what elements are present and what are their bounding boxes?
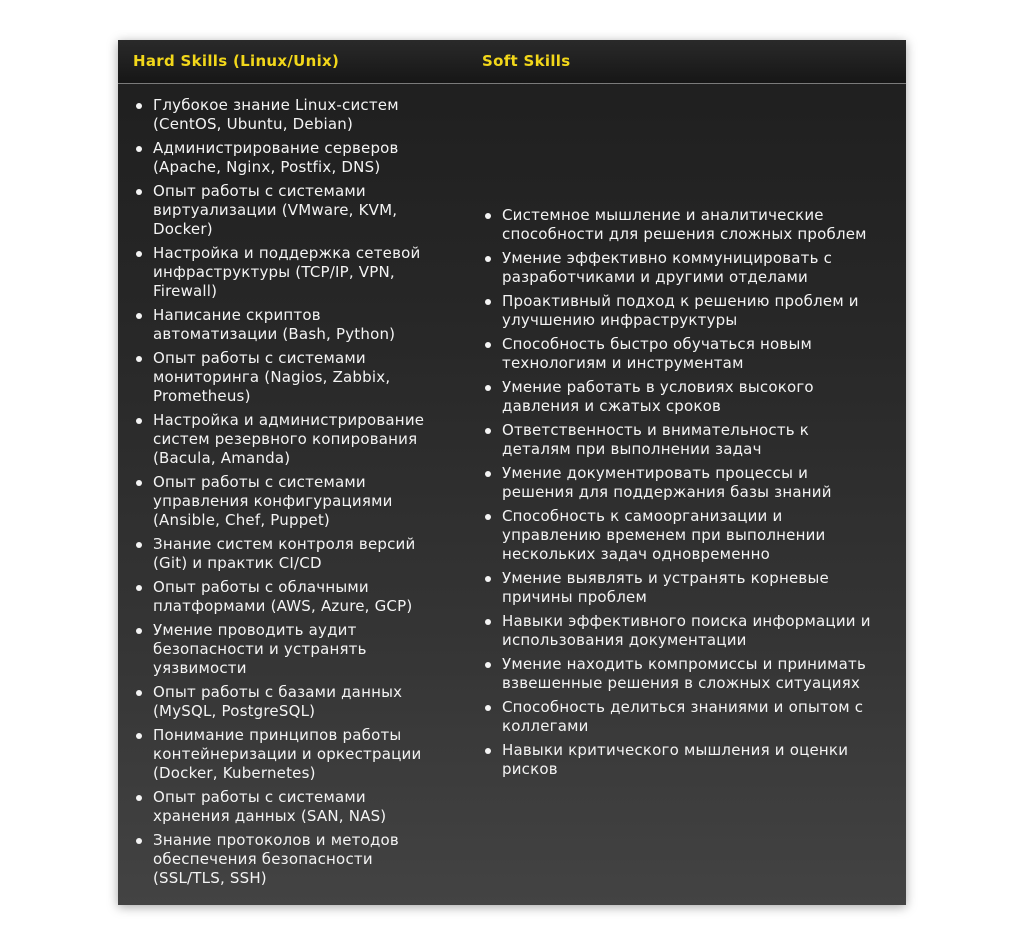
list-item: Администрирование серверов (Apache, Nginx, Postfix, DNS) [133,139,443,177]
list-item: Понимание принципов работы контейнеризации и оркестрации (Docker, Kubernetes) [133,726,443,783]
list-item: Умение выявлять и устранять корневые причины проблем [482,569,882,607]
list-item: Навыки критического мышления и оценки рисков [482,741,882,779]
list-item: Опыт работы с системами виртуализации (VMware, KVM, Docker) [133,182,443,239]
list-item: Умение проводить аудит безопасности и устранять уязвимости [133,621,443,678]
list-item: Опыт работы с облачными платформами (AWS, Azure, GCP) [133,578,443,616]
list-item: Умение документировать процессы и решения для поддержания базы знаний [482,464,882,502]
list-item: Опыт работы с системами управления конфигурациями (Ansible, Chef, Puppet) [133,473,443,530]
list-item: Глубокое знание Linux-систем (CentOS, Ubuntu, Debian) [133,96,443,134]
list-item: Способность быстро обучаться новым технологиям и инструментам [482,335,882,373]
list-item: Ответственность и внимательность к деталям при выполнении задач [482,421,882,459]
list-item: Знание протоколов и методов обеспечения безопасности (SSL/TLS, SSH) [133,831,443,888]
list-item: Системное мышление и аналитические способности для решения сложных проблем [482,206,882,244]
list-item: Навыки эффективного поиска информации и использования документации [482,612,882,650]
list-item: Проактивный подход к решению проблем и улучшению инфраструктуры [482,292,882,330]
list-item: Умение эффективно коммуницировать с разработчиками и другими отделами [482,249,882,287]
list-item: Знание систем контроля версий (Git) и практик CI/CD [133,535,443,573]
list-item: Умение работать в условиях высокого давления и сжатых сроков [482,378,882,416]
header-hard-skills: Hard Skills (Linux/Unix) [133,52,340,70]
hard-skills-list [133,96,443,893]
soft-skills-list [482,206,882,784]
list-item: Опыт работы с базами данных (MySQL, PostgreSQL) [133,683,443,721]
list-item: Способность делиться знаниями и опытом с коллегами [482,698,882,736]
header-soft-skills: Soft Skills [482,52,571,70]
list-item: Способность к самоорганизации и управлению временем при выполнении нескольких задач одновременно [482,507,882,564]
list-item: Опыт работы с системами хранения данных (SAN, NAS) [133,788,443,826]
table-header-row [118,40,906,84]
list-item: Настройка и администрирование систем резервного копирования (Bacula, Amanda) [133,411,443,468]
list-item: Опыт работы с системами мониторинга (Nagios, Zabbix, Prometheus) [133,349,443,406]
list-item: Умение находить компромиссы и принимать взвешенные решения в сложных ситуациях [482,655,882,693]
skills-table [118,40,906,905]
list-item: Написание скриптов автоматизации (Bash, Python) [133,306,443,344]
list-item: Настройка и поддержка сетевой инфраструктуры (TCP/IP, VPN, Firewall) [133,244,443,301]
